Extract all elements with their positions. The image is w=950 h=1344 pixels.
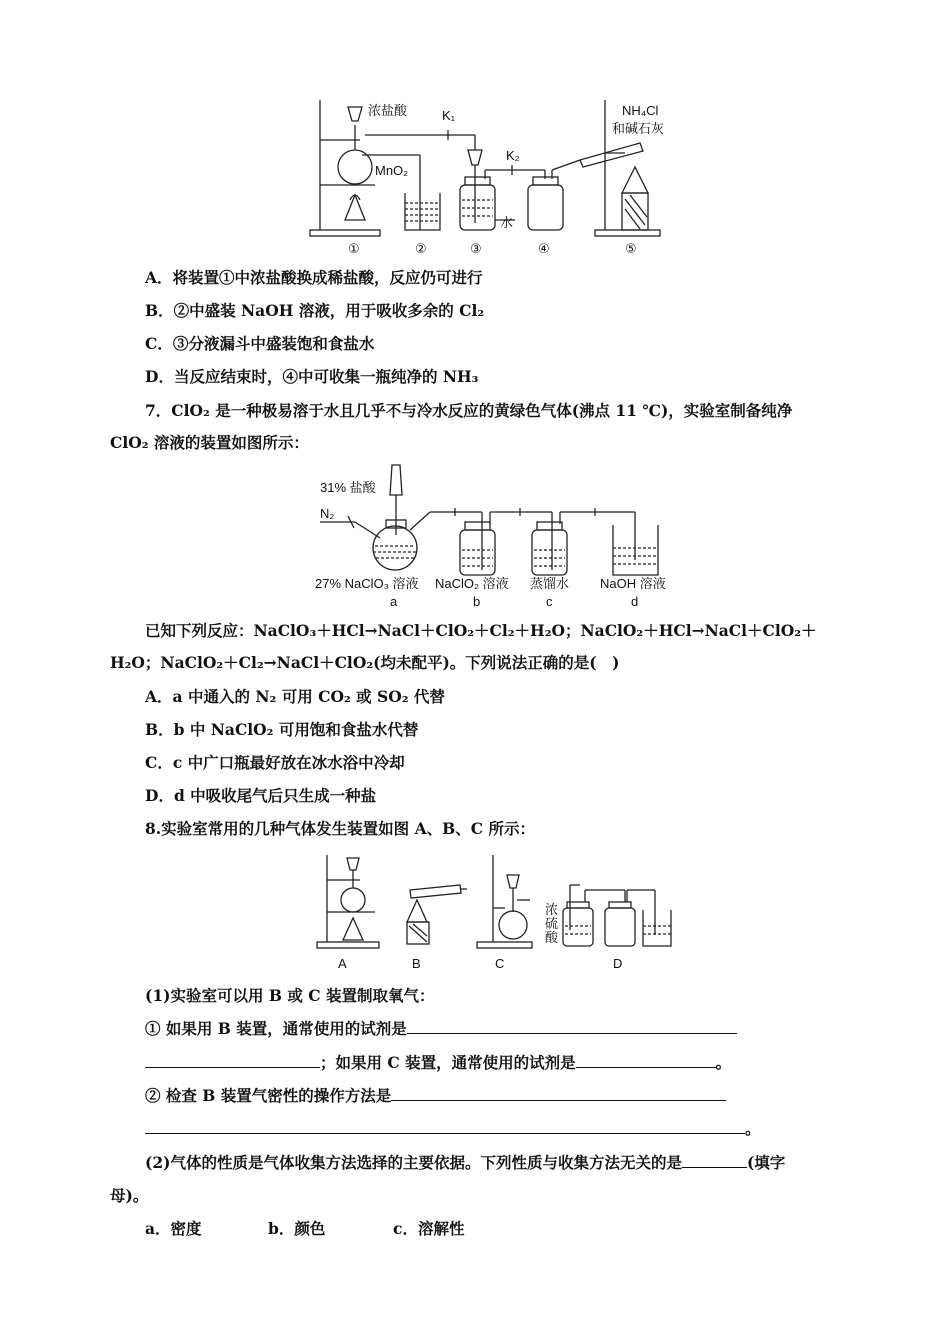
label-31-hcl: 31% 盐酸 (320, 480, 376, 495)
figure1-number-2: ② (415, 241, 427, 256)
q8-part1-1end: 。 (715, 1053, 732, 1072)
figure1-number-1: ① (348, 241, 360, 256)
q7-stem-line1: 7．ClO₂ 是一种极易溶于水且几乎不与冷水反应的黄绿色气体(沸点 11 ℃)，实验室制备纯净 (145, 401, 793, 420)
q8-part2-line2: 母)。 (110, 1186, 149, 1205)
label-n2: N₂ (320, 506, 335, 521)
label-k2: K₂ (506, 148, 520, 163)
q8-part1-line3 (0, 1085, 950, 1107)
answer-blank-b-reagent[interactable] (407, 1018, 737, 1034)
q8-stem: 8.实验室常用的几种气体发生装置如图 A、B、C 所示： (145, 819, 535, 838)
q7-stem-line2: ClO₂ 溶液的装置如图所示： (110, 433, 309, 452)
q7-option-a: A．a 中通入的 N₂ 可用 CO₂ 或 SO₂ 代替 (145, 687, 445, 706)
label-d: d (631, 594, 639, 609)
q7-known-line1: 已知下列反应：NaClO₃＋HCl→NaCl＋ClO₂＋Cl₂＋H₂O；NaClO₂＋HCl→NaCl＋ClO₂＋ (145, 621, 817, 640)
label-naclo2: NaClO₂ 溶液 (435, 576, 509, 591)
q8-part1-line2 (0, 1052, 950, 1074)
q8-part1-title: (1)实验室可以用 B 或 C 装置制取氧气： (145, 986, 435, 1005)
q6-option-a: A．将装置①中浓盐酸换成稀盐酸，反应仍可进行 (145, 268, 483, 287)
q8-part2-line1 (0, 1152, 950, 1174)
q8-part2-text: (2)气体的性质是气体收集方法选择的主要依据。下列性质与收集方法无关的是 (145, 1153, 682, 1172)
q8-part1-line4 (0, 1118, 950, 1140)
label-nh4cl: NH₄Cl (622, 103, 659, 118)
q7-option-c: C．c 中广口瓶最好放在冰水浴中冷却 (145, 753, 405, 772)
q7-known-line2: H₂O；NaClO₂＋Cl₂→NaCl＋ClO₂(均未配平)。下列说法正确的是( ) (110, 653, 620, 672)
choice-a: a．密度 (145, 1219, 202, 1238)
choice-c: c．溶解性 (393, 1219, 465, 1238)
q8-part1-line1 (0, 1018, 950, 1040)
q6-option-b: B．②中盛装 NaOH 溶液，用于吸收多余的 Cl₂ (145, 301, 485, 320)
label-B: B (412, 956, 421, 971)
q6-option-d: D．当反应结束时，④中可收集一瓶纯净的 NH₃ (145, 367, 479, 386)
label-mno2: MnO₂ (375, 163, 409, 178)
q8-part1-2end: 。 (745, 1119, 761, 1138)
figure-apparatus-1 (300, 95, 670, 265)
figure1-number-5: ⑤ (625, 241, 637, 256)
label-c: c (546, 594, 553, 609)
label-conc-h2so4: 浓硫酸 (545, 902, 559, 945)
label-soda-lime: 和碱石灰 (612, 121, 665, 136)
label-a: a (390, 594, 398, 609)
label-naoh: NaOH 溶液 (600, 576, 666, 591)
label-conc-hcl: 浓盐酸 (368, 103, 408, 118)
q8-part1-1a: ① 如果用 B 装置，通常使用的试剂是 (145, 1019, 407, 1038)
label-naclo3: 27% NaClO₃ 溶液 (315, 576, 419, 591)
q8-part2-end: (填字 (746, 1153, 786, 1172)
answer-blank-airtight-check[interactable] (391, 1085, 726, 1101)
label-A: A (338, 956, 347, 971)
q6-option-c: C．③分液漏斗中盛装饱和食盐水 (145, 334, 375, 353)
answer-blank-c-reagent[interactable] (576, 1052, 716, 1068)
answer-blank-airtight-check-cont[interactable] (145, 1118, 745, 1134)
label-distilled-water: 蒸馏水 (530, 576, 570, 591)
q8-part1-2: ② 检查 B 装置气密性的操作方法是 (145, 1086, 392, 1105)
label-D: D (613, 956, 623, 971)
choice-b: b．颜色 (268, 1219, 326, 1238)
label-b: b (473, 594, 481, 609)
figure-clo2-apparatus (310, 460, 690, 610)
answer-blank-b-reagent-cont[interactable] (145, 1052, 320, 1068)
q7-option-d: D．d 中吸收尾气后只生成一种盐 (145, 786, 377, 805)
q7-option-b: B．b 中 NaClO₂ 可用饱和食盐水代替 (145, 720, 419, 739)
label-k1: K₁ (442, 108, 456, 123)
figure-gas-generators (305, 850, 685, 975)
figure1-number-3: ③ (470, 241, 482, 256)
q8-part1-1b: ；如果用 C 装置，通常使用的试剂是 (320, 1053, 576, 1072)
label-water: 水 (500, 215, 514, 230)
figure1-number-4: ④ (538, 241, 550, 256)
label-C: C (495, 956, 505, 971)
answer-blank-part2[interactable] (682, 1152, 747, 1168)
